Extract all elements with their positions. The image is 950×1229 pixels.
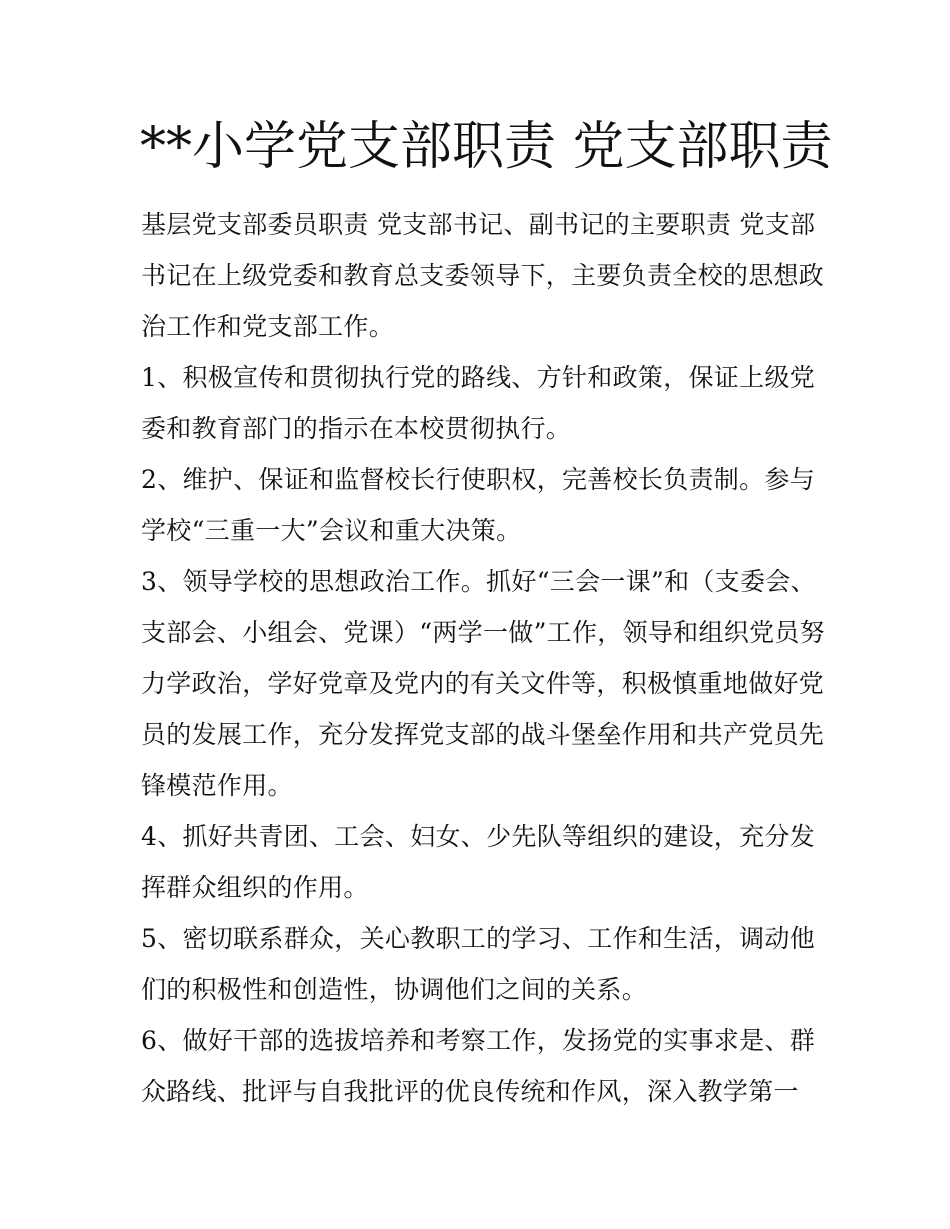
text-line: 基层党支部委员职责 党支部书记、副书记的主要职责 党支部 (141, 210, 816, 239)
text-line: 书记在上级党委和教育总支委领导下，主要负责全校的思想政 (141, 261, 825, 290)
text-line: 支部会、小组会、党课）“两学一做”工作，领导和组织党员努 (141, 618, 825, 647)
text-line: 4、抓好共青团、工会、妇女、少先队等组织的建设，充分发 (141, 822, 816, 851)
text-line: 1、积极宣传和贯彻执行党的路线、方针和政策，保证上级党 (141, 363, 816, 392)
text-line: 2、维护、保证和监督校长行使职权，完善校长负责制。参与 (141, 465, 816, 494)
text-line: 3、领导学校的思想政治工作。抓好“三会一课”和（支委会、 (141, 567, 816, 596)
text-line: 员的发展工作，充分发挥党支部的战斗堡垒作用和共产党员先 (141, 720, 825, 749)
text-line: 学校“三重一大”会议和重大决策。 (141, 516, 522, 545)
text-line: 治工作和党支部工作。 (141, 312, 395, 341)
text-line: 锋模范作用。 (141, 771, 293, 800)
text-line: 5、密切联系群众，关心教职工的学习、工作和生活，调动他 (141, 924, 816, 953)
text-line: 挥群众组织的作用。 (141, 873, 369, 902)
text-line: 委和教育部门的指示在本校贯彻执行。 (141, 414, 572, 443)
text-line: 们的积极性和创造性，协调他们之间的关系。 (141, 975, 648, 1004)
document-title: **小学党支部职责 党支部职责 (140, 117, 833, 177)
document-body (141, 199, 825, 1117)
text-line: 6、做好干部的选拔培养和考察工作，发扬党的实事求是、群 (141, 1026, 816, 1055)
text-line: 力学政治，学好党章及党内的有关文件等，积极慎重地做好党 (141, 669, 825, 698)
text-line: 众路线、批评与自我批评的优良传统和作风，深入教学第一 (141, 1077, 799, 1106)
